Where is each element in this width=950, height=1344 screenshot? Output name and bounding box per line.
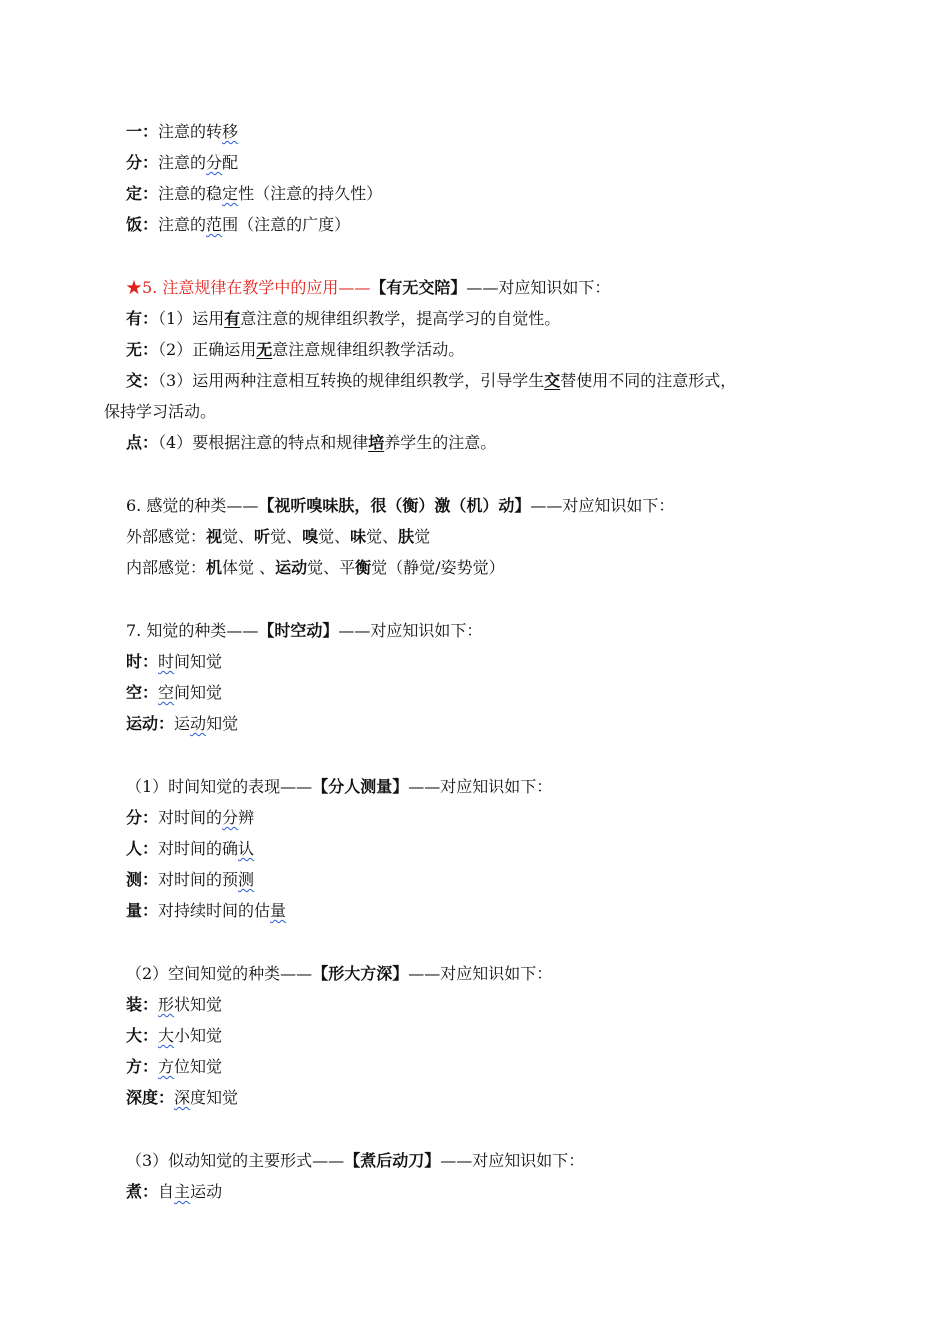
- section6-heading: 6. 感觉的种类——【视听嗅味肤，很（衡）激（机）动】——对应知识如下：: [126, 496, 675, 515]
- section5-item-3-cont: 保持学习活动。: [104, 402, 217, 421]
- section7-1-item-2: 人：对时间的确认: [126, 839, 255, 858]
- section7-item-3: 运动：运动知觉: [126, 714, 239, 733]
- section7-1-item-1: 分：对时间的分辨: [126, 808, 255, 827]
- section7-3-item-1: 煮：自主运动: [126, 1182, 223, 1201]
- attention-item-4: 饭：注意的范围（注意的广度）: [126, 215, 351, 234]
- section5-item-3: 交：（3）运用两种注意相互转换的规律组织教学，引导学生交替使用不同的注意形式，: [126, 371, 737, 390]
- section7-2-item-1: 装：形状知觉: [126, 995, 223, 1014]
- section7-1-item-4: 量：对持续时间的估量: [126, 901, 287, 920]
- section7-3-heading: （3）似动知觉的主要形式——【煮后动刀】——对应知识如下：: [126, 1151, 585, 1170]
- section7-2-item-3: 方：方位知觉: [126, 1057, 223, 1076]
- section7-1-item-3: 测：对时间的预测: [126, 870, 255, 889]
- section7-heading: 7. 知觉的种类——【时空动】——对应知识如下：: [126, 621, 483, 640]
- section5-item-4: 点：（4）要根据注意的特点和规律培养学生的注意。: [126, 433, 497, 452]
- attention-item-2: 分：注意的分配: [126, 153, 239, 172]
- section7-2-heading: （2）空间知觉的种类——【形大方深】——对应知识如下：: [126, 964, 553, 983]
- mnemonic-key: 一: [126, 122, 143, 141]
- section7-2-item-4: 深度：深度知觉: [126, 1088, 239, 1107]
- section7-item-1: 时：时间知觉: [126, 652, 223, 671]
- section6-internal: 内部感觉：机体觉 、运动觉、平衡觉（静觉/姿势觉）: [126, 558, 505, 577]
- section5-heading: ★5. 注意规律在教学中的应用——【有无交陪】——对应知识如下：: [126, 278, 611, 297]
- section7-1-heading: （1）时间知觉的表现——【分人测量】——对应知识如下：: [126, 777, 553, 796]
- section5-item-1: 有：（1）运用有意注意的规律组织教学，提高学习的自觉性。: [126, 309, 561, 328]
- section7-2-item-2: 大：大小知觉: [126, 1026, 223, 1045]
- section6-external: 外部感觉：视觉、听觉、嗅觉、味觉、肤觉: [126, 527, 431, 546]
- section7-item-2: 空：空间知觉: [126, 683, 223, 702]
- section5-item-2: 无：（2）正确运用无意注意规律组织教学活动。: [126, 340, 465, 359]
- attention-item-1: 一：注意的转移: [126, 122, 239, 141]
- attention-item-3: 定：注意的稳定性（注意的持久性）: [126, 184, 383, 203]
